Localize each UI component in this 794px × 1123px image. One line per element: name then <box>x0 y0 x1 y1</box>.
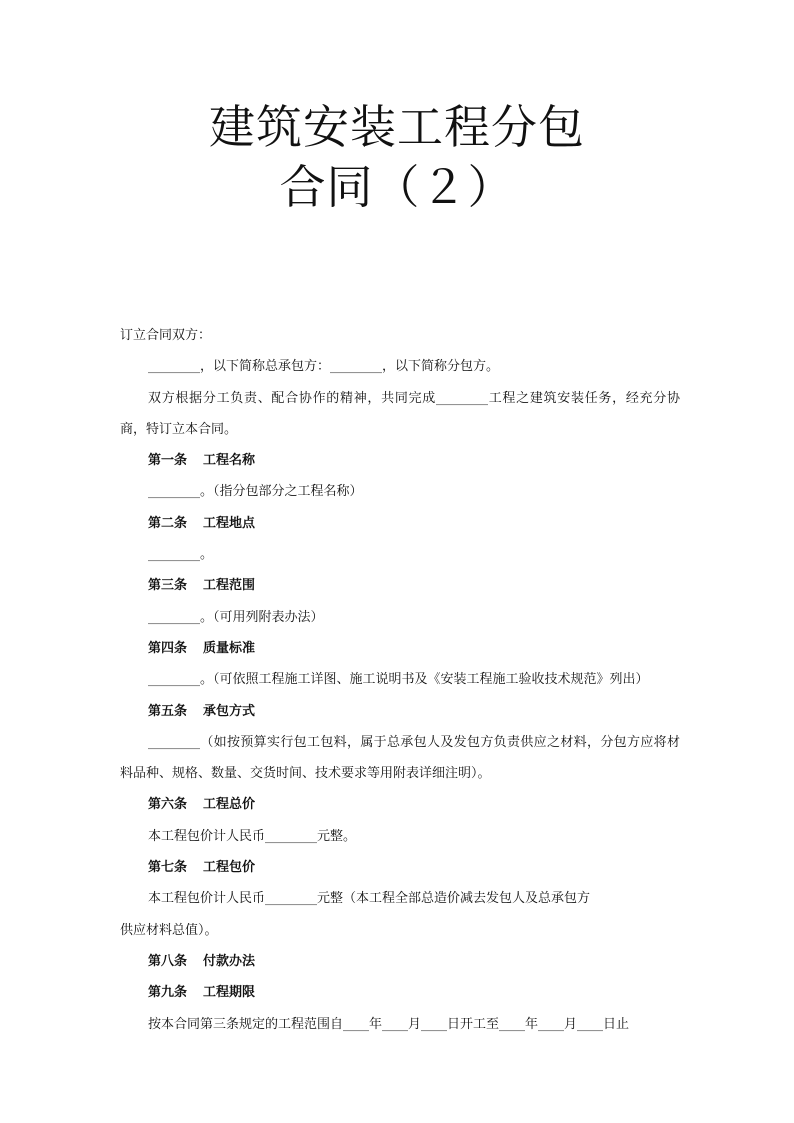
article-number: 第八条 <box>148 953 188 969</box>
article-heading <box>120 570 680 601</box>
article-text: ________。（可用列附表办法） <box>148 609 324 625</box>
article-title: 付款办法 <box>203 953 256 969</box>
document-title-line-1: 建筑安装工程分包 <box>209 100 585 154</box>
article-title: 工程期限 <box>203 985 256 1001</box>
document-body <box>120 320 680 1040</box>
article-number: 第七条 <box>148 860 188 876</box>
article-title: 工程总价 <box>203 797 256 813</box>
article-heading <box>120 508 680 539</box>
article-heading <box>120 977 680 1008</box>
article-number: 第二条 <box>148 515 188 531</box>
article-text-line-1: 本工程包价计人民币________元整（本工程全部总造价减去发包人及总承包方 <box>148 891 591 907</box>
article-heading <box>120 852 680 883</box>
article-number: 第五条 <box>148 703 188 719</box>
article-number: 第六条 <box>148 797 188 813</box>
article-text: ________。（指分包部分之工程名称） <box>148 484 363 500</box>
article-title: 工程包价 <box>203 860 256 876</box>
document-title-line-2: 合同（２） <box>279 160 515 214</box>
article-text-line-2: 供应材料总值）。 <box>120 922 218 938</box>
article-text: 按本合同第三条规定的工程范围自____年____月____日开工至____年____月____日止 <box>148 1016 630 1032</box>
article-title: 工程名称 <box>203 453 256 469</box>
article-heading <box>120 633 680 664</box>
article-number: 第四条 <box>148 640 188 656</box>
article-title: 工程范围 <box>203 578 256 594</box>
article-text: ________。（可依照工程施工详图、施工说明书及《安装工程施工验收技术规范》列出） <box>148 672 649 688</box>
article-title: 工程地点 <box>203 515 256 531</box>
intro-line: 订立合同双方： <box>120 328 212 343</box>
article-text: ________。 <box>148 547 214 563</box>
article-heading <box>120 445 680 476</box>
article-number: 第九条 <box>148 985 188 1001</box>
article-heading <box>120 789 680 820</box>
article-heading <box>120 946 680 977</box>
article-text: ________（如按预算实行包工包料，属于总承包人及发包方负责供应之材料，分包方应将材料品种、规格、数量、交货时间、技术要求等用附表详细注明）。 <box>120 734 680 782</box>
article-number: 第三条 <box>148 578 188 594</box>
parties-line: ________，以下简称总承包方：________，以下简称分包方。 <box>148 359 500 375</box>
article-title: 承包方式 <box>203 703 256 719</box>
article-number: 第一条 <box>148 453 188 469</box>
article-heading <box>120 696 680 727</box>
article-text: 本工程包价计人民币________元整。 <box>148 828 357 844</box>
article-title: 质量标准 <box>203 640 256 656</box>
purpose-paragraph: 双方根据分工负责、配合协作的精神，共同完成________工程之建筑安装任务，经充分协商，特订立本合同。 <box>120 390 680 437</box>
